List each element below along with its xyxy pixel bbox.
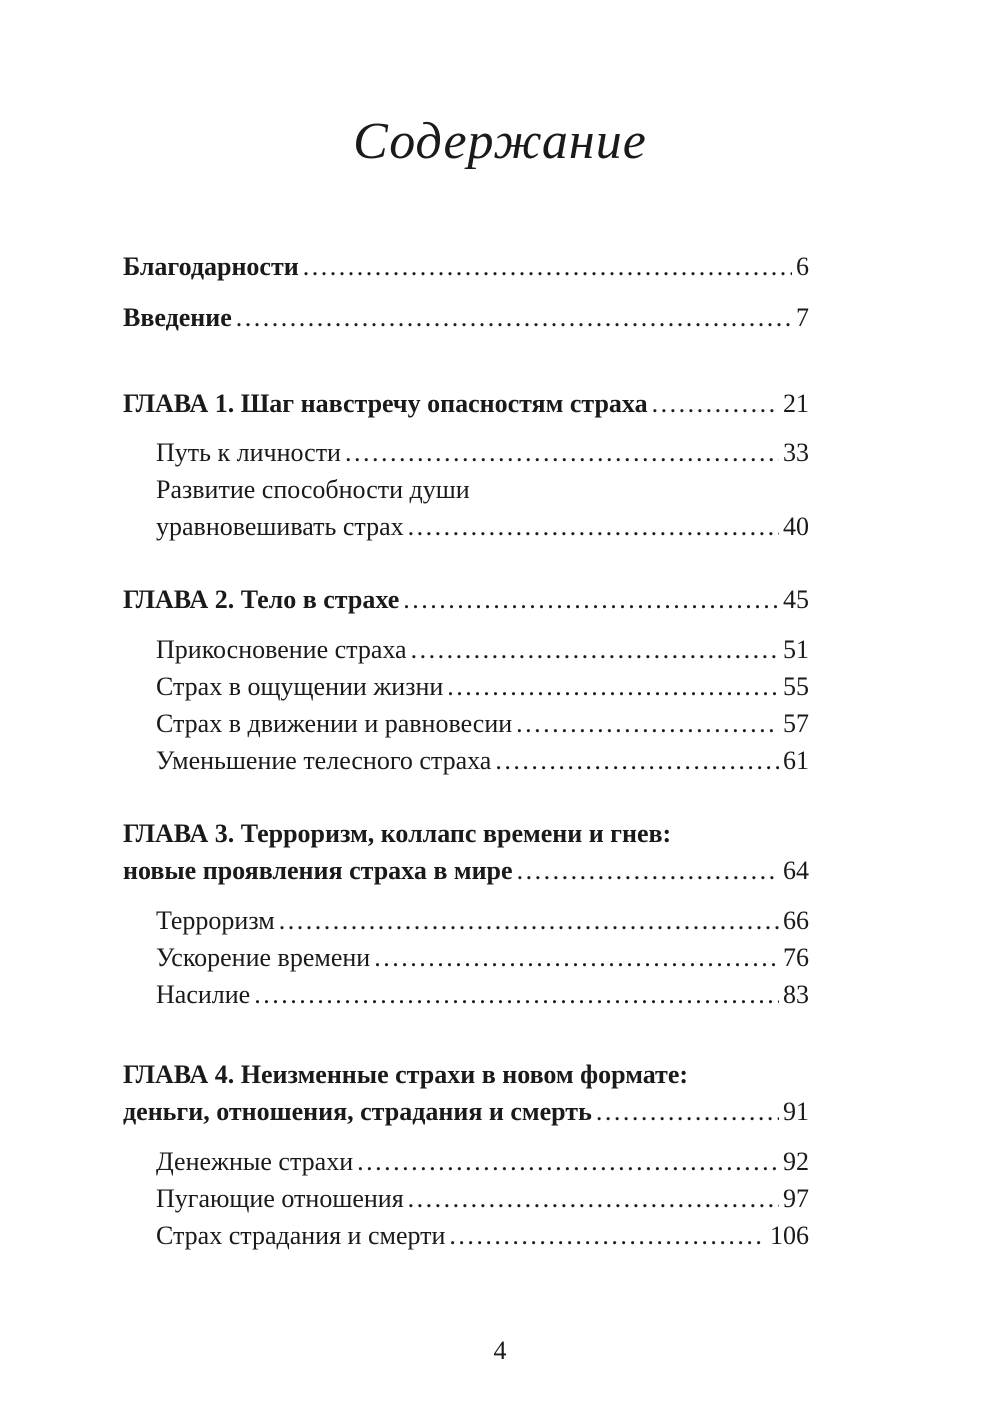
toc-entry-label: деньги, отношения, страдания и смерть (123, 1097, 592, 1126)
toc-chapter-1[interactable] (123, 385, 809, 422)
table-of-contents (123, 248, 809, 1254)
toc-entry-page: 106 (770, 1221, 809, 1250)
toc-section[interactable] (123, 1180, 809, 1217)
dot-leader (279, 902, 779, 939)
toc-entry-page: 33 (783, 438, 809, 467)
toc-chapter-2[interactable] (123, 581, 809, 618)
toc-entry-label: Терроризм (156, 906, 275, 935)
dot-leader (254, 976, 779, 1013)
toc-entry-label: Насилие (156, 980, 251, 1009)
toc-entry-label: Страх в движении и равновесии (156, 709, 513, 738)
toc-entry-label: новые проявления страха в мире (123, 856, 513, 885)
toc-chapter-3[interactable] (123, 852, 809, 889)
toc-entry-label: Денежные страхи (156, 1147, 354, 1176)
dot-leader (236, 299, 792, 336)
page-title: Содержание (353, 113, 647, 170)
toc-section[interactable] (123, 705, 809, 742)
dot-leader (303, 248, 792, 285)
toc-section-line[interactable]: Развитие способности души (156, 475, 470, 504)
toc-entry-label: Благодарности (123, 252, 299, 281)
toc-entry-page: 45 (783, 585, 809, 614)
toc-entry-page: 57 (783, 709, 809, 738)
toc-entry-page: 92 (783, 1147, 809, 1176)
toc-chapter-4[interactable] (123, 1093, 809, 1130)
toc-section[interactable] (123, 742, 809, 779)
toc-entry-label: Введение (123, 303, 232, 332)
toc-entry-page: 76 (783, 943, 809, 972)
toc-entry-label: уравновешивать страх (156, 512, 404, 541)
toc-entry-page: 83 (783, 980, 809, 1009)
toc-section[interactable] (123, 976, 809, 1013)
toc-section[interactable] (123, 902, 809, 939)
toc-entry-label: Прикосновение страха (156, 635, 407, 664)
toc-section[interactable] (123, 434, 809, 471)
dot-leader (408, 1180, 779, 1217)
dot-leader (596, 1093, 779, 1130)
dot-leader (447, 668, 779, 705)
toc-entry-label: Страх в ощущении жизни (156, 672, 444, 701)
dot-leader (411, 631, 779, 668)
toc-entry-label: ГЛАВА 2. Тело в страхе (123, 585, 400, 614)
toc-entry-label: Страх страдания и смерти (156, 1221, 446, 1250)
toc-section[interactable] (123, 1217, 809, 1254)
toc-entry-label: Уменьшение телесного страха (156, 746, 492, 775)
toc-entry-page: 21 (783, 389, 809, 418)
dot-leader (449, 1217, 766, 1254)
toc-entry-page: 40 (783, 512, 809, 541)
toc-entry-page: 64 (783, 856, 809, 885)
toc-section[interactable] (123, 939, 809, 976)
toc-entry-page: 66 (783, 906, 809, 935)
toc-entry-page: 61 (783, 746, 809, 775)
toc-section[interactable] (123, 1143, 809, 1180)
dot-leader (403, 581, 779, 618)
dot-leader (652, 385, 779, 422)
dot-leader (517, 852, 779, 889)
dot-leader (495, 742, 779, 779)
dot-leader (357, 1143, 779, 1180)
page-number: 4 (493, 1336, 507, 1365)
toc-section[interactable] (123, 631, 809, 668)
toc-entry-page: 51 (783, 635, 809, 664)
toc-entry-label: Ускорение времени (156, 943, 371, 972)
toc-entry-label: Пугающие отношения (156, 1184, 404, 1213)
toc-entry-page: 7 (796, 303, 809, 332)
dot-leader (408, 508, 779, 545)
dot-leader (516, 705, 779, 742)
toc-entry-acknowledgements[interactable] (123, 248, 809, 285)
dot-leader (345, 434, 779, 471)
toc-section[interactable] (123, 668, 809, 705)
dot-leader (374, 939, 779, 976)
toc-chapter-3-line[interactable]: ГЛАВА 3. Терроризм, коллапс времени и гнев: (123, 819, 672, 848)
toc-entry-page: 91 (783, 1097, 809, 1126)
toc-entry-label: Путь к личности (156, 438, 341, 467)
toc-entry-page: 97 (783, 1184, 809, 1213)
toc-entry-label: ГЛАВА 1. Шаг навстречу опасностям страха (123, 389, 648, 418)
toc-chapter-4-line[interactable]: ГЛАВА 4. Неизменные страхи в новом формате: (123, 1060, 689, 1089)
toc-entry-page: 55 (783, 672, 809, 701)
toc-entry-introduction[interactable] (123, 299, 809, 336)
toc-entry-page: 6 (796, 252, 809, 281)
toc-section[interactable] (123, 508, 809, 545)
